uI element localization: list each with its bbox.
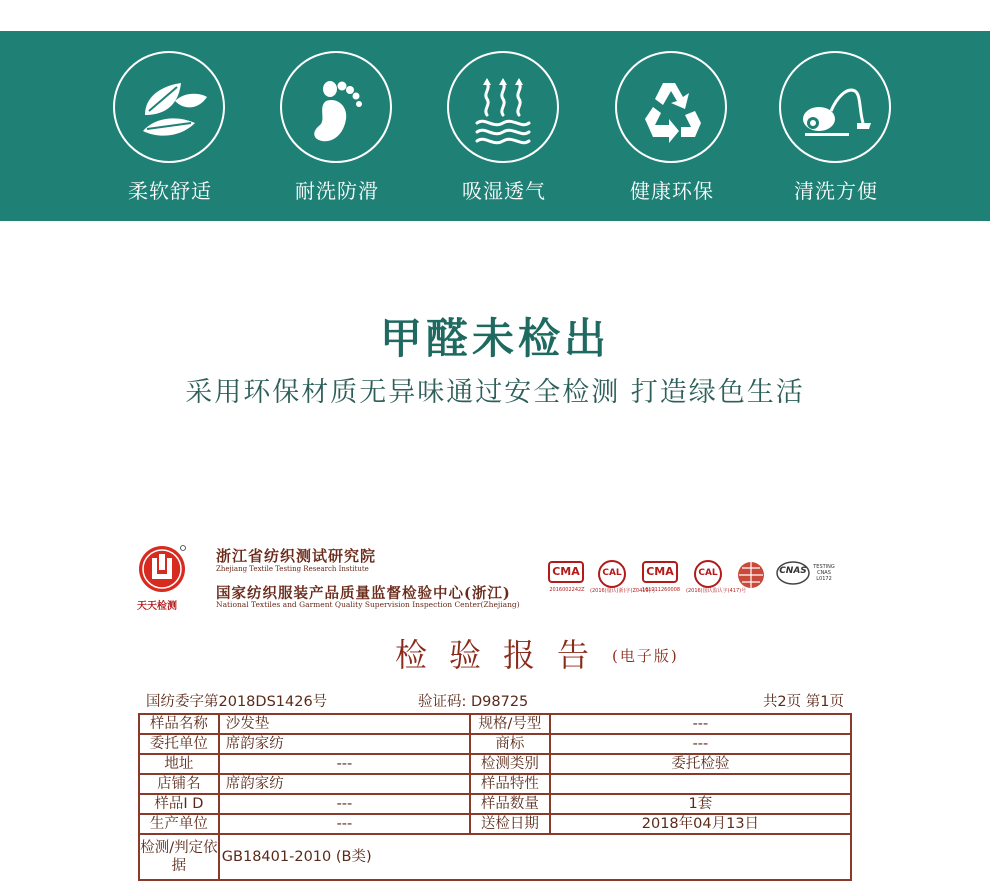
table-row (139, 834, 851, 880)
report-title: 检验报告 (395, 636, 612, 674)
feature-label: 健康环保 (630, 179, 714, 203)
mark-text: CMA (646, 565, 674, 578)
cell-label: 检测/判定依据 (139, 834, 219, 880)
cnas-mark (776, 560, 836, 590)
feature-breathable (424, 51, 584, 211)
cell-value: 席韵家纺 (219, 774, 470, 794)
table-row (139, 754, 851, 774)
cell-value: --- (219, 754, 470, 774)
center-name-cn: 国家纺织服装产品质量监督检验中心(浙江) (216, 585, 511, 602)
institute-name-cn: 浙江省纺织测试研究院 (216, 547, 377, 565)
table-row (139, 714, 851, 734)
feature-circle (615, 51, 727, 163)
mark-text: CMA (552, 565, 580, 578)
cell-value: 委托检验 (550, 754, 851, 774)
cell-label: 送检日期 (470, 814, 550, 834)
cell-label: 地址 (139, 754, 219, 774)
verification-code: 验证码: D98725 (418, 694, 529, 710)
feature-label: 耐洗防滑 (295, 179, 379, 203)
footprint-icon (282, 53, 390, 161)
page-count: 共2页 第1页 (762, 694, 844, 710)
mark-text: CAL (698, 568, 718, 578)
feature-washable (257, 51, 417, 211)
cell-value: GB18401-2010 (B类) (219, 834, 851, 880)
feature-label: 清洗方便 (794, 179, 878, 203)
cell-label: 商标 (470, 734, 550, 754)
cell-value (550, 774, 851, 794)
feature-band (0, 31, 990, 221)
ilac-globe-mark (736, 560, 766, 594)
subline: 采用环保材质无异味通过安全检测 打造绿色生活 (185, 377, 805, 408)
cell-label: 样品特性 (470, 774, 550, 794)
cell-value: --- (219, 814, 470, 834)
cell-label: 样品数量 (470, 794, 550, 814)
feature-label: 柔软舒适 (128, 179, 212, 203)
feature-circle (280, 51, 392, 163)
cma-mark (641, 560, 681, 593)
report-edition: (电子版) (612, 647, 679, 665)
certification-marks (548, 560, 838, 596)
cal-mark (686, 560, 747, 594)
cell-value: 席韵家纺 (219, 734, 470, 754)
cma-mark (548, 560, 585, 593)
mark-text: CNAS (779, 566, 807, 576)
vacuum-cleaner-icon (781, 53, 889, 161)
feature-circle (779, 51, 891, 163)
logo-caption: 天天检测 (137, 601, 177, 612)
recycle-icon (617, 53, 725, 161)
cell-value: 1套 (550, 794, 851, 814)
table-row (139, 814, 851, 834)
cell-value: 沙发垫 (219, 714, 470, 734)
center-name-en: National Textiles and Garment Quality Supervision Inspection Center(Zhejiang) (216, 600, 520, 609)
mark-number: (2016)国认监认字(417)号 (686, 588, 747, 594)
cal-mark (590, 560, 656, 594)
leaves-icon (115, 53, 223, 161)
cell-label: 委托单位 (139, 734, 219, 754)
mark-number: TESTING CNAS L0172 (813, 564, 835, 582)
document-number: 国纺委字第2018DS1426号 (146, 694, 328, 710)
institute-name-en: Zhejiang Textile Testing Research Institute (216, 565, 369, 573)
cell-value: --- (550, 734, 851, 754)
report-table (138, 713, 852, 881)
headline: 甲醛未检出 (379, 314, 610, 363)
feature-label: 吸湿透气 (462, 179, 546, 203)
feature-soft (90, 51, 250, 211)
cell-value: 2018年04月13日 (550, 814, 851, 834)
mark-text: CAL (602, 568, 622, 578)
cell-label: 样品I D (139, 794, 219, 814)
cell-label: 样品名称 (139, 714, 219, 734)
cell-label: 店铺名 (139, 774, 219, 794)
feature-circle (447, 51, 559, 163)
cell-value: --- (550, 714, 851, 734)
mark-number: 161111260008 (641, 587, 681, 593)
cell-label: 规格/号型 (470, 714, 550, 734)
cell-label: 生产单位 (139, 814, 219, 834)
steam-waves-icon (449, 53, 557, 161)
feature-circle (113, 51, 225, 163)
table-row (139, 734, 851, 754)
feature-easy-clean (756, 51, 916, 211)
table-row (139, 774, 851, 794)
mark-number: 2016002242Z (549, 587, 585, 593)
testing-logo (137, 544, 187, 594)
feature-eco (592, 51, 752, 211)
cell-value: --- (219, 794, 470, 814)
cell-label: 检测类别 (470, 754, 550, 774)
table-row (139, 794, 851, 814)
mark-number: (2016)量认(浙)字(Z0419)号 (590, 588, 656, 594)
